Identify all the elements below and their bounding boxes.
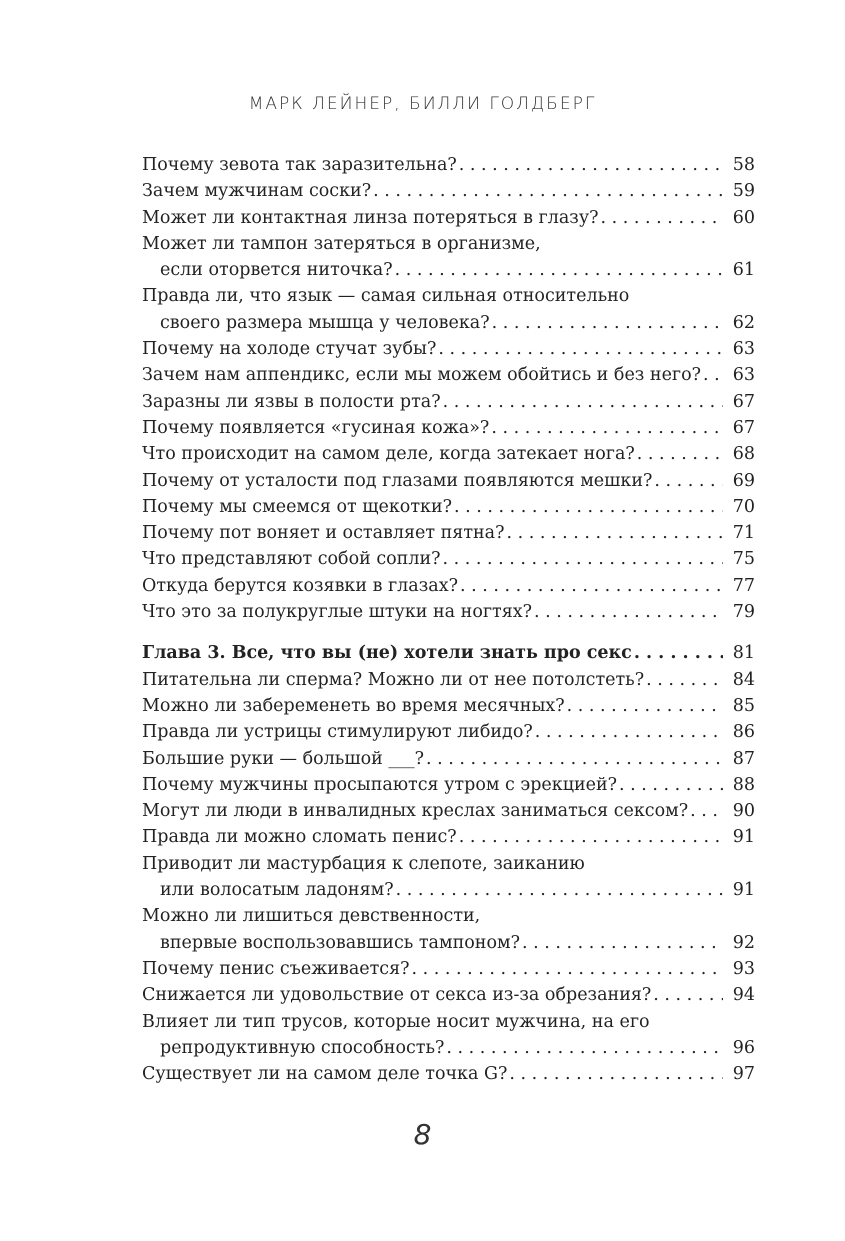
toc-entry [142, 903, 755, 956]
dot-leader [601, 205, 723, 231]
toc-entry [142, 693, 755, 719]
dot-leader [426, 746, 723, 772]
toc-entry-title: Откуда берутся козявки в глазах? [142, 575, 458, 596]
toc-entry-title: Можно ли забеременеть во время месячных? [142, 695, 565, 716]
dot-leader [459, 824, 723, 850]
toc-entry-page: 97 [732, 1064, 755, 1085]
dot-leader [509, 1061, 723, 1087]
toc-entry [142, 746, 755, 772]
toc-entry-title: Почему пот воняет и оставляет пятна? [142, 523, 505, 544]
toc-entry-title-line1: Влияет ли тип трусов, которые носит мужчина, на его [142, 1011, 650, 1032]
dot-leader [634, 640, 723, 666]
dot-leader [506, 520, 723, 546]
toc-entry-page: 81 [732, 643, 755, 664]
toc-entry-title: Заразны ли язвы в полости рта? [142, 391, 441, 412]
toc-entry [142, 824, 755, 850]
dot-leader [646, 667, 723, 693]
dot-leader [438, 336, 723, 362]
toc-entry-title: Глава 3. Все, что вы (не) хотели знать про секс [142, 643, 632, 664]
toc-entry-title: Снижается ли удовольствие от секса из-за обрезания? [142, 985, 652, 1006]
toc-entry-title-line1: Правда ли, что язык — самая сильная относительно [142, 286, 630, 307]
toc-entry-page: 93 [732, 958, 755, 979]
toc-entry [142, 1061, 755, 1087]
toc-entry-title: Почему мужчины просыпаются утром с эрекцией? [142, 774, 618, 795]
toc-entry [142, 599, 755, 625]
toc-entry-title: Почему мы смеемся от щекотки? [142, 496, 452, 517]
dot-leader [654, 468, 723, 494]
dot-leader [443, 546, 723, 572]
dot-leader [522, 930, 723, 956]
toc-entry [142, 468, 755, 494]
table-of-contents [142, 152, 755, 1087]
toc-entry [142, 205, 755, 231]
toc-entry-title: Почему от усталости под глазами появляются мешки? [142, 470, 653, 491]
toc-entry [142, 441, 755, 467]
toc-entry [142, 719, 755, 745]
toc-entry-title: Могут ли люди в инвалидных креслах заниматься сексом? [142, 801, 689, 822]
toc-entry-page: 90 [732, 801, 755, 822]
toc-entry-title: Может ли контактная линза потеряться в глазу? [142, 207, 599, 228]
toc-entry-title: Что происходит на самом деле, когда затекает нога? [142, 444, 635, 465]
toc-entry-title: репродуктивную способность? [160, 1037, 445, 1058]
toc-entry [142, 389, 755, 415]
toc-entry-title: или волосатым ладоням? [160, 880, 394, 901]
page-number: 8 [413, 1118, 432, 1151]
toc-entry [142, 667, 755, 693]
toc-entry-title: Правда ли можно сломать пенис? [142, 827, 457, 848]
toc-entry [142, 283, 755, 336]
toc-entry [142, 546, 755, 572]
toc-entry-title: Существует ли на самом деле точка G? [142, 1064, 508, 1085]
toc-entry-title: Зачем нам аппендикс, если мы можем обойтись и без него? [142, 365, 702, 386]
toc-entry [142, 982, 755, 1008]
toc-entry-page: 67 [732, 417, 755, 438]
toc-entry [142, 798, 755, 824]
toc-entry-title: Зачем мужчинам соски? [142, 181, 372, 202]
toc-entry [142, 772, 755, 798]
dot-leader [690, 798, 723, 824]
dot-leader [395, 257, 723, 283]
toc-entry-page: 70 [732, 496, 755, 517]
toc-entry-page: 63 [732, 339, 755, 360]
toc-entry [142, 573, 755, 599]
toc-entry-page: 91 [732, 880, 755, 901]
toc-entry-page: 71 [732, 523, 755, 544]
toc-entry-page: 62 [732, 312, 755, 333]
dot-leader [460, 573, 723, 599]
toc-entry-page: 61 [732, 260, 755, 281]
dot-leader [412, 956, 723, 982]
dot-leader [459, 152, 723, 178]
toc-entry-title: если оторвется ниточка? [160, 260, 393, 281]
dot-leader [396, 877, 723, 903]
toc-entry [142, 494, 755, 520]
dot-leader [454, 494, 723, 520]
toc-entry-page: 63 [732, 365, 755, 386]
toc-entry-page: 96 [732, 1037, 755, 1058]
dot-leader [535, 719, 723, 745]
toc-entry [142, 336, 755, 362]
toc-entry-page: 88 [732, 774, 755, 795]
toc-entry [142, 956, 755, 982]
dot-leader [446, 1035, 723, 1061]
toc-entry-page: 75 [732, 549, 755, 570]
dot-leader [492, 310, 723, 336]
toc-entry-title: своего размера мышца у человека? [160, 312, 490, 333]
toc-entry-page: 69 [732, 470, 755, 491]
toc-entry-title: Почему на холоде стучат зубы? [142, 339, 437, 360]
toc-entry-page: 84 [732, 669, 755, 690]
dot-leader [653, 982, 723, 1008]
toc-entry [142, 152, 755, 178]
dot-leader [443, 389, 723, 415]
dot-leader [567, 693, 723, 719]
toc-entry [142, 851, 755, 904]
toc-entry-page: 77 [732, 575, 755, 596]
dot-leader [619, 772, 723, 798]
toc-entry-page: 91 [732, 827, 755, 848]
toc-entry-page: 67 [732, 391, 755, 412]
toc-entry-page: 59 [732, 181, 755, 202]
dot-leader [703, 362, 723, 388]
dot-leader [534, 599, 723, 625]
toc-entry-title: Правда ли устрицы стимулируют либидо? [142, 722, 533, 743]
dot-leader [637, 441, 723, 467]
toc-chapter-heading [142, 640, 755, 666]
toc-entry-page: 87 [732, 748, 755, 769]
toc-entry-title: Что представляют собой сопли? [142, 549, 441, 570]
toc-entry-page: 58 [732, 155, 755, 175]
toc-entry-page: 94 [732, 985, 755, 1006]
toc-entry-title: Почему зевота так заразительна? [142, 155, 457, 175]
toc-entry-page: 85 [732, 695, 755, 716]
toc-entry-title: Большие руки — большой ___? [142, 748, 424, 769]
toc-entry-title: Питательна ли сперма? Можно ли от нее потолстеть? [142, 669, 645, 690]
toc-entry [142, 231, 755, 284]
toc-entry-title: Что это за полукруглые штуки на ногтях? [142, 602, 533, 623]
toc-entry-title-line1: Можно ли лишиться девственности, [142, 906, 481, 927]
toc-entry-page: 68 [732, 444, 755, 465]
dot-leader [373, 178, 723, 204]
toc-entry-title-line1: Приводит ли мастурбация к слепоте, заиканию [142, 853, 585, 874]
toc-entry-title: Почему появляется «гусиная кожа»? [142, 417, 490, 438]
toc-entry-page: 92 [732, 932, 755, 953]
toc-entry [142, 1009, 755, 1062]
toc-entry [142, 362, 755, 388]
toc-entry-title: впервые воспользовавшись тампоном? [160, 932, 520, 953]
toc-entry [142, 415, 755, 441]
running-header: МАРК ЛЕЙНЕР, БИЛЛИ ГОЛДБЕРГ [248, 94, 597, 114]
toc-entry [142, 520, 755, 546]
toc-entry-page: 86 [732, 722, 755, 743]
toc-entry-page: 60 [732, 207, 755, 228]
dot-leader [491, 415, 723, 441]
toc-entry-page: 79 [732, 602, 755, 623]
toc-entry [142, 178, 755, 204]
toc-entry-title: Почему пенис съеживается? [142, 958, 410, 979]
toc-entry-title-line1: Может ли тампон затеряться в организме, [142, 233, 541, 254]
